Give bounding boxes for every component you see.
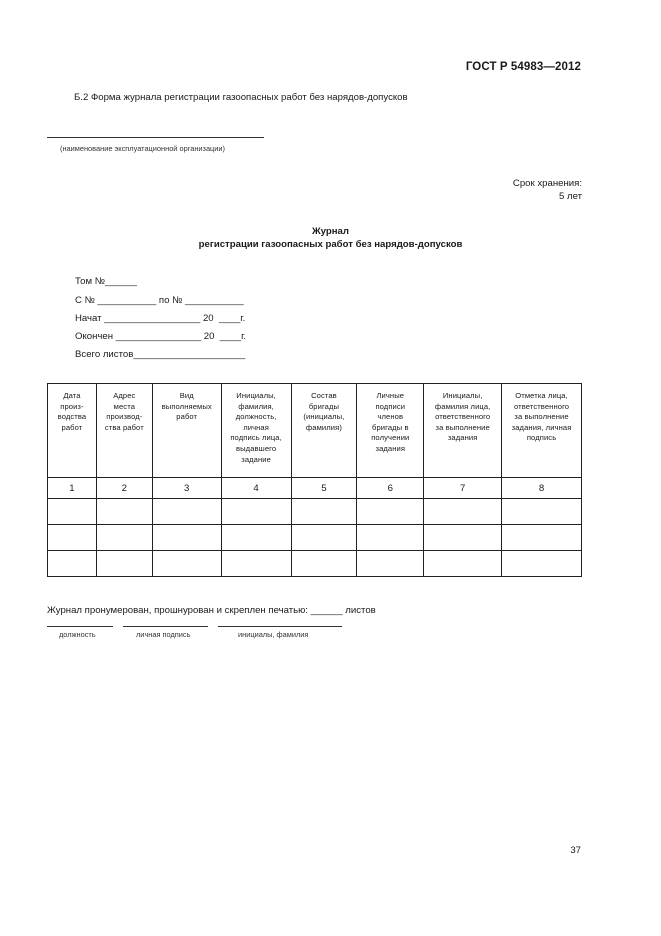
table-cell[interactable] [424,551,502,577]
column-header-line: задания [375,443,406,453]
section-title: Б.2 Форма журнала регистрации газоопасных работ без нарядов-допусков [74,92,408,103]
column-header-line: Инициалы, [236,391,276,400]
column-header-line: личная [243,422,269,432]
field-finished: Окончен ________________ 20 ____г. [75,331,247,342]
column-header-line: Адрес [113,391,136,400]
table-cell[interactable] [48,499,97,525]
column-number: 1 [48,478,97,499]
column-number: 5 [291,478,357,499]
field-from-to: С № ___________ по № ___________ [75,295,244,306]
table-row [48,499,582,525]
column-number: 2 [96,478,152,499]
table-cell[interactable] [424,525,502,551]
column-header-line: фамилия, [238,401,274,411]
column-header-line: бригады в [372,422,409,432]
table-cell[interactable] [291,551,357,577]
column-header-line: бригады [308,401,340,411]
column-header-5 [291,384,357,478]
column-header-2 [96,384,152,478]
table-cell[interactable] [152,499,221,525]
column-header-line: задания [447,433,478,443]
table-cell[interactable] [357,525,424,551]
column-header-7 [424,384,502,478]
table-cell[interactable] [291,499,357,525]
field-volume: Том №______ [75,276,138,287]
column-header-3 [152,384,221,478]
column-header-line: за выполнение [514,412,569,422]
column-header-line: производ- [106,412,143,422]
journal-subtitle: регистрации газоопасных работ без нарядов-допусков [198,239,463,250]
signature-line-signature [123,626,208,627]
table-cell[interactable] [221,525,291,551]
column-header-line: места [113,401,136,411]
table-cell[interactable] [221,551,291,577]
column-header-line: задания, личная [511,422,572,432]
field-total-sheets: Всего листов_____________________ [75,349,246,360]
column-header-line: произ- [60,401,84,411]
table-cell[interactable] [48,525,97,551]
column-header-4 [221,384,291,478]
table-cell[interactable] [152,525,221,551]
column-header-line: задание [241,454,271,464]
table-cell[interactable] [96,551,152,577]
field-started: Начат __________________ 20 ____г. [75,313,246,324]
signature-caption-name: инициалы, фамилия [238,630,309,639]
column-header-line: ответственного [513,401,570,411]
signature-line-position [47,626,113,627]
column-header-line: работ [176,412,198,422]
table-cell[interactable] [96,525,152,551]
column-header-line: Отметка лица, [515,391,568,400]
signature-caption-position: должность [59,630,96,639]
column-header-line: работ [61,422,83,432]
table-header-row [48,384,582,478]
document-id: ГОСТ Р 54983—2012 [465,61,581,73]
column-header-line: за выполнение [435,422,490,432]
table-cell[interactable] [152,551,221,577]
table-cell[interactable] [502,551,582,577]
column-number: 3 [152,478,221,499]
column-header-line: Инициалы, [442,391,483,400]
column-header-line: фамилия) [305,422,342,432]
storage-period-value: 5 лет [558,191,582,202]
table-cell[interactable] [291,525,357,551]
column-header-line: выдавшего [235,443,277,453]
column-header-1 [48,384,97,478]
table-cell[interactable] [502,499,582,525]
column-header-6 [357,384,424,478]
page-number: 37 [570,845,581,856]
column-header-line: фамилия лица, [434,401,491,411]
journal-table [47,383,582,577]
column-header-line: членов [377,412,404,422]
table-cell[interactable] [357,551,424,577]
column-header-line: должность, [235,412,277,422]
table-cell[interactable] [96,499,152,525]
column-header-line: (инициалы, [303,412,345,422]
table-cell[interactable] [424,499,502,525]
column-number: 6 [357,478,424,499]
column-number: 8 [502,478,582,499]
column-header-line: Состав [311,391,337,400]
journal-title: Журнал [312,226,349,237]
table-cell[interactable] [48,551,97,577]
column-header-line: Личные [376,391,405,400]
column-header-line: получении [371,433,410,443]
storage-period-label: Срок хранения: [512,178,582,189]
signature-caption-signature: личная подпись [136,630,191,639]
column-header-line: водства [57,412,87,422]
column-header-line: ства работ [104,422,144,432]
table-cell[interactable] [221,499,291,525]
table-row [48,525,582,551]
column-header-line: Дата [63,391,81,400]
column-number: 4 [221,478,291,499]
table-cell[interactable] [357,499,424,525]
column-header-line: подпись лица, [230,433,282,443]
table-number-row [48,478,582,499]
column-header-line: Вид [179,391,194,400]
column-number: 7 [424,478,502,499]
signature-line-name [218,626,342,627]
column-header-8 [502,384,582,478]
organization-caption: (наименование эксплуатационной организации) [60,144,226,153]
column-header-line: подпись [526,433,557,443]
table-cell[interactable] [502,525,582,551]
table-row [48,551,582,577]
column-header-line: выполняемых [161,401,212,411]
column-header-line: подписи [375,401,406,411]
numbered-statement: Журнал пронумерован, прошнурован и скреплен печатью: ______ листов [47,605,376,616]
organization-underline [47,137,264,138]
column-header-line: ответственного [435,412,491,422]
